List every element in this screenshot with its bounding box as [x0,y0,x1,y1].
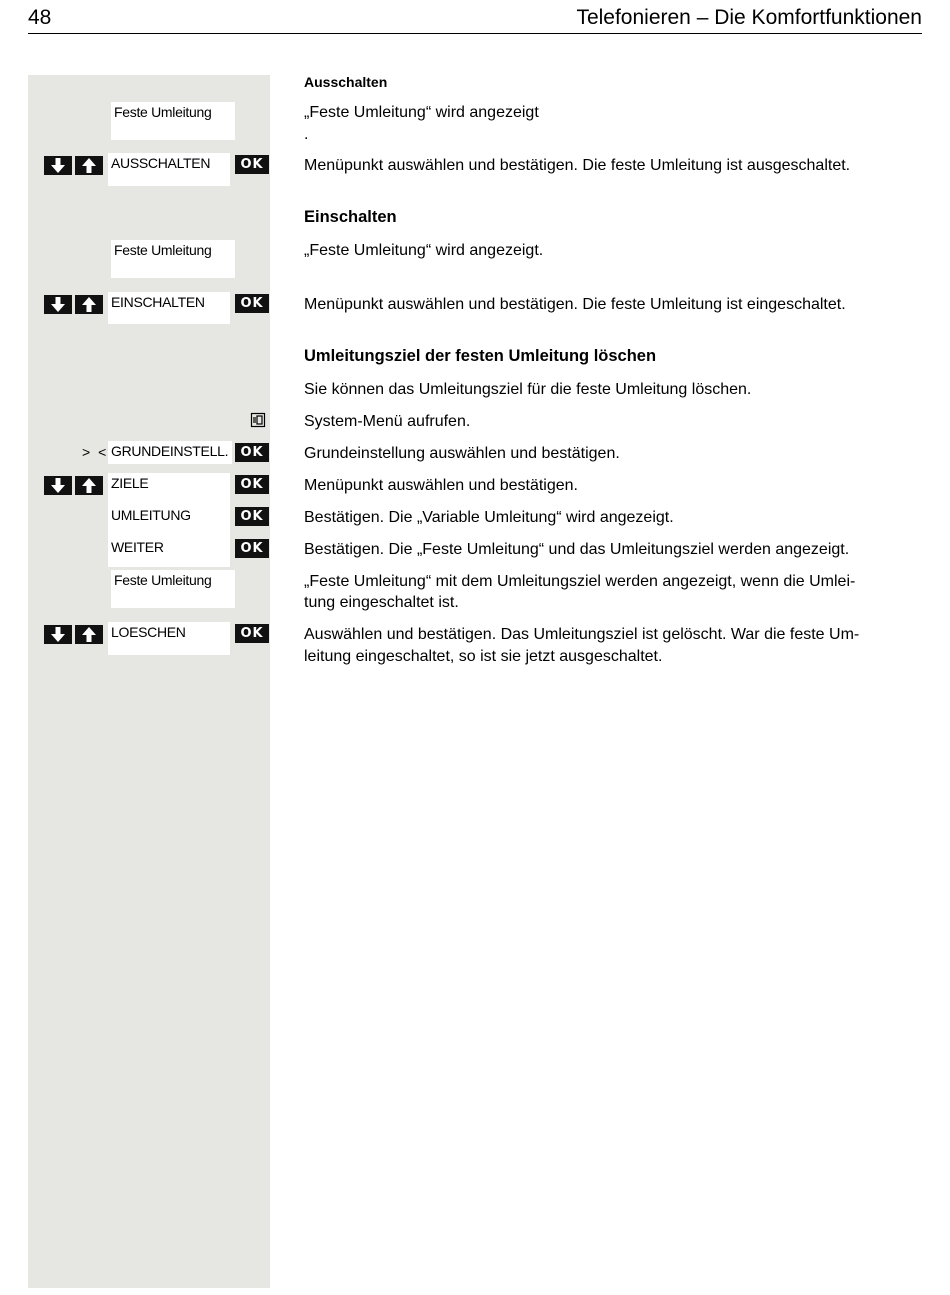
display-feste-umleitung: Feste Umleitung [111,570,235,608]
up-arrow-icon [82,478,96,493]
ok-key[interactable]: OK [235,294,269,313]
down-arrow-icon [51,158,65,173]
up-arrow-key[interactable] [75,625,103,644]
down-arrow-icon [51,297,65,312]
instruction-text: Grundeinstellung auswählen und bestätigen. [304,445,620,462]
display-feste-umleitung: Feste Umleitung [111,240,235,278]
down-arrow-icon [51,478,65,493]
down-arrow-key[interactable] [44,295,72,314]
display-umleitung: UMLEITUNG [108,505,230,537]
up-arrow-icon [82,158,96,173]
display-einschalten: EINSCHALTEN [108,292,230,324]
display-ziele: ZIELE [108,473,230,505]
up-arrow-key[interactable] [75,156,103,175]
instruction-text: Menüpunkt auswählen und bestätigen. Die feste Umleitung ist eingeschaltet. [304,296,846,313]
ok-key[interactable]: OK [235,539,269,558]
down-arrow-key[interactable] [44,625,72,644]
instruction-text: „Feste Umleitung“ mit dem Umleitungsziel werden angezeigt, wenn die Umlei- [304,573,856,590]
instruction-text: Bestätigen. Die „Feste Umleitung“ und das Umleitungsziel werden angezeigt. [304,541,850,558]
instruction-text: Auswählen und bestätigen. Das Umleitungsziel ist gelöscht. War die feste Um- [304,626,860,643]
instruction-text: „Feste Umleitung“ wird angezeigt [304,104,539,121]
section-heading-einschalten: Einschalten [304,208,397,226]
instruction-text: System-Menü aufrufen. [304,413,471,430]
system-menu-icon [250,412,266,428]
down-arrow-key[interactable] [44,156,72,175]
ok-key[interactable]: OK [235,155,269,174]
down-arrow-key[interactable] [44,476,72,495]
instruction-text: Menüpunkt auswählen und bestätigen. Die feste Umleitung ist ausgeschaltet. [304,157,851,174]
system-menu-key[interactable] [250,412,266,433]
instruction-text-continued: tung eingeschaltet ist. [304,594,459,611]
display-loeschen: LOESCHEN [108,622,230,655]
ok-key[interactable]: OK [235,507,269,526]
display-grundeinstell: GRUNDEINSTELL. [108,441,232,464]
instruction-text-period: . [304,126,309,143]
page-number: 48 [28,6,52,29]
header-divider [28,33,922,34]
up-arrow-icon [82,627,96,642]
down-arrow-icon [51,627,65,642]
display-feste-umleitung: Feste Umleitung [111,102,235,140]
intro-text: Sie können das Umleitungsziel für die feste Umleitung löschen. [304,381,752,398]
instruction-text: Bestätigen. Die „Variable Umleitung“ wird angezeigt. [304,509,674,526]
ok-key[interactable]: OK [235,475,269,494]
section-heading-loeschen: Umleitungsziel der festen Umleitung löschen [304,347,657,365]
left-right-nav-key[interactable]: > < [82,444,109,460]
chapter-title: Telefonieren – Die Komfortfunktionen [576,6,922,29]
display-ausschalten: AUSSCHALTEN [108,153,230,186]
ok-key[interactable]: OK [235,443,269,462]
section-heading-ausschalten: Ausschalten [304,74,388,90]
up-arrow-key[interactable] [75,476,103,495]
up-arrow-key[interactable] [75,295,103,314]
instruction-text: „Feste Umleitung“ wird angezeigt. [304,242,544,259]
display-weiter: WEITER [108,537,230,567]
ok-key[interactable]: OK [235,624,269,643]
instruction-text: Menüpunkt auswählen und bestätigen. [304,477,578,494]
up-arrow-icon [82,297,96,312]
instruction-text-continued: leitung eingeschaltet, so ist sie jetzt ausgeschaltet. [304,648,663,665]
